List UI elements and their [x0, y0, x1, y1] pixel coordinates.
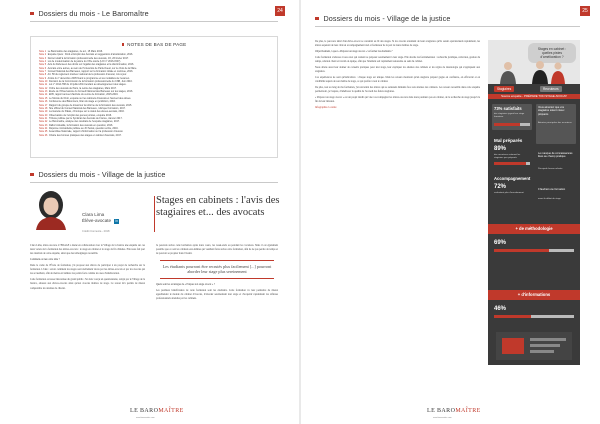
footnote-text: Enquête Ipsos : Droit et Emploi des Avocats et suggestions d'amélioration, 2016. [47, 53, 134, 57]
paragraph: Nous allons aussi leur donner de conseils pratiques pour leur stage, leur expliquer les attentes des cabinets et les règles de déontologie qui s'appliquent aux stagiaires. [315, 65, 480, 73]
logo-prefix: LE BARO [130, 408, 159, 414]
footnote-number: Note 4 [39, 60, 47, 64]
author-name [82, 212, 119, 224]
footnote-text: Arrêté du 7 décembre 2005 fixant le programme et les modalités de l'examen. [47, 76, 130, 80]
footnote-text: Avis du Défenseur des droits sur l'égalité des stagiaires et la discrimination, 2016. [47, 63, 134, 67]
interview-question: Objectivement, à quoi « Prépare ton stage avocat » va former les étudiants ? [315, 50, 393, 53]
recruiter-caption: Principale lacune relevée [538, 168, 563, 170]
author-name-line: Clara Lima [82, 212, 105, 217]
footnotes-list [39, 50, 269, 137]
section-rule [315, 26, 580, 27]
footnote-text: Tribune publiée par le Syndicat des Avocats de France, Janvier 2017. [49, 116, 123, 120]
band-methodologie: + de méthodologie [488, 224, 580, 234]
author-photo-caption: Crédit iConnecta - 2018 [82, 230, 110, 233]
logo-accent: MAÎTRE [158, 408, 184, 414]
hands-illustration-icon [496, 332, 572, 360]
interview-question: Comment est née cette idée ? [30, 258, 60, 262]
footnote-text: Étude de l'Observatoire du Conseil National des Barreaux sur les stages, 2016. [49, 90, 133, 94]
section-title [30, 9, 149, 18]
paragraph: Cette formation s'adresse à tous ceux qui veulent se préparer sereinement à leur stage. Elle aborde les fondamentaux : recherche juridique, rédaction, gestion du temps, relation client et travail en équipe, afin que l'étudiant soit rapidement autonome au sein du cabinet. [315, 55, 480, 63]
footer-logo [130, 408, 184, 414]
progress-bar-methodologie [494, 249, 574, 252]
people-illustration-icon [488, 60, 580, 84]
article-column-2 [156, 244, 278, 399]
recruiter-heading: Il faudrait une formation [538, 188, 566, 191]
recruiter-caption: Attentes principales des recruteurs [538, 122, 572, 124]
footnotes-heading [39, 42, 269, 47]
square-bullet-icon [122, 43, 125, 46]
footnote-number: Note 21 [39, 116, 48, 120]
page-number: 24 [275, 6, 285, 16]
recruiter-heading: Vous aimeriez que vos stagiaires soient mieux préparés [538, 106, 565, 116]
infographic-header [488, 40, 580, 84]
footnote-item [39, 134, 269, 137]
paragraph: De plus, le parcours idéal d'un élève-avocat se construit au fil des stages. Si les avocats attendent de leurs stagiaires qu'ils soient opérationnels rapidement, les élèves espèrent de leur côté un accompagnement réel et formateur de la part de leurs maîtres de stage. [315, 40, 480, 48]
stat-caption: des recruteurs estiment les stagiaires peu préparés [494, 154, 521, 159]
footnote-number: Note 26 [39, 133, 48, 137]
right-page [301, 0, 600, 424]
stat-heading: Mal préparés [494, 138, 523, 143]
footnote-text: La Gazette du Palais, chronique sur le statut des élèves-avocats, 2016. [49, 110, 125, 114]
section-title [315, 14, 450, 23]
footnote-number: Note 11 [39, 83, 48, 87]
footnote-text: Rapport du groupe de travail sur la réforme de la formation des avocats, 2015. [49, 103, 132, 107]
progress-fill [494, 315, 531, 318]
footnote-text: Dalloz Actualité, la formation des avocats en question, 2016. [49, 123, 113, 127]
footnote-number: Note 3 [39, 56, 47, 60]
footnote-number: Note 24 [39, 126, 48, 130]
footnote-text: Site officiel du Conseil National des Barreaux, rubrique Formation, 2017. [49, 106, 126, 110]
footnote-number: Note 17 [39, 103, 48, 107]
progress-fill [494, 249, 549, 252]
footnote-text: Avocats entre autres, au sein de l'Université de Paris-Ouest, sur le choix de la filière. [47, 66, 138, 70]
footnote-text: Conseil National des Barreaux, rapport sur la formation initiale et continue, 2016. [47, 70, 134, 74]
footnote-number: Note 12 [39, 86, 48, 90]
recruiter-heading: Le manque de connaissances liées au champ pratique [538, 152, 573, 159]
bubble-line: d'amélioration ? [540, 55, 564, 60]
label-recruteurs: Recruteurs [540, 86, 562, 92]
section-title-accent: Le Baromaître [101, 9, 149, 18]
footnote-number: Note 14 [39, 93, 48, 97]
footnote-text: Réponse ministérielle publiée au JO Sénat, question écrite, 2016. [49, 126, 119, 130]
footnote-number: Note 2 [39, 53, 47, 57]
footnote-text: Loi de modernisation de la justice du XXIe siècle (LOI n° 2016-1547). [47, 60, 121, 64]
footnote-number: Note 7 [39, 70, 47, 74]
footnote-number: Note 19 [39, 110, 48, 114]
square-bullet-icon [315, 17, 319, 21]
footnotes-box [30, 36, 278, 158]
source-band: Source enquête - PRÉPARE TON STAGE AVOCAT [488, 94, 580, 99]
label-stagiaires: Stagiaires [494, 86, 514, 92]
progress-bar-mal-prepares [494, 162, 530, 165]
footnote-text: Conférence des Bâtonniers, bilan du stage en juridiction, 2016. [49, 100, 116, 104]
section-rule [30, 182, 278, 183]
author-photo [28, 188, 74, 230]
footnote-text: Le Monde du Droit, enquête sur les cabinets d'avocats et l'accueil des élèves. [49, 96, 132, 100]
logo-prefix: LE BARO [427, 408, 456, 414]
infographic [488, 40, 580, 365]
footnote-number: Note 13 [39, 90, 48, 94]
section-title-prefix: Dossiers du mois - [38, 9, 102, 18]
section-title-accent: Village de la justice [386, 14, 451, 23]
footer-url: www.baromaitre.com [136, 417, 155, 419]
section-rule [30, 21, 278, 22]
footnote-number: Note 1 [39, 50, 47, 53]
paragraph: Ces expériences ne sont qu'indicatives : chaque stage est unique. Mais les retours montrent qu'un stagiaire préparé gagne en confiance, en efficacité et en crédibilité auprès de son maître de stage, ce qui profite à tout le cabinet. [315, 75, 480, 83]
footnote-text: Le Baromaître, analyse des résultats de l'enquête stagiaires, 2017. [49, 120, 120, 124]
page-number: 25 [580, 6, 590, 16]
footnote-number: Note 16 [39, 100, 48, 104]
bubble-line: quelles pistes [542, 51, 562, 56]
paragraph: « Prépare ton stage avocat » est un projet inédit qui vise à accompagner les élèves-avocats dans leurs premiers pas en cabinet, de la recherche de stage jusqu'à la fin de leur mission. [315, 95, 480, 103]
author-portrait-icon [28, 188, 74, 230]
footnote-text: Décision de la Commission de la formation professionnelle du CNB, Juin 2016. [49, 80, 133, 84]
article-column-1 [30, 244, 145, 399]
footnote-number: Note 25 [39, 130, 48, 134]
section-title-accent: Village de la justice [101, 170, 166, 179]
pull-quote: Les étudiants pourront être recrutés plus facilement [...] pourront aborder leur stage plus sereinement [160, 260, 274, 280]
footnote-text: EFB, rapport annuel d'activité du centre de formation, 2015-2016. [49, 93, 119, 97]
paragraph: Les premiers bénéficiaires de cette formation sont les étudiants. Cette formation va leur permettre de mieux appréhender le monde du cabinet d'avocats, d'aborder sereinement leur stage et d'acquérir rapidement les réflexes professionnels attendus par les cabinets. [156, 289, 278, 301]
paragraph: De plus, tout au long de ma formation, j'ai rencontré des élèves qui se sentaient démunis face aux attentes des cabinets. Les retours recueillis dans cette enquête permettront, je l'espère, d'améliorer la qualité de l'accueil des futurs stagiaires. [315, 85, 480, 93]
stat-informations: 46% [494, 306, 507, 312]
title-accent-line [154, 196, 155, 232]
left-page [0, 0, 299, 424]
paragraph: Clara Lima, élève-avocate à l'EDAGE a mené en collaboration avec le Village de la Justice une enquête sur ces deux volets de la formation des élèves-avocats : le stage en cabinet et le stage de fin d'études. Elle nous fait part des résultats de cette enquête, ainsi que des témoignages recueillis. [30, 244, 145, 256]
footnote-text: Art. 58 du règlement intérieur national de la profession d'avocat, mis à jour. [47, 73, 127, 77]
footnote-number: Note 23 [39, 123, 48, 127]
footnote-text: Assemblée Nationale, rapport d'information sur la profession d'avocat. [48, 130, 124, 134]
stat-mal-prepares: 89% [494, 146, 507, 152]
paragraph: Cette formation est assez méconnue du grand public. J'ai donc conçu un questionnaire, relayé par le Village de la Justice, adressé aux élèves-avocats ainsi qu'aux avocats maîtres de stage. Ce retour m'a permis de mieux comprendre les attentes de chacun. [30, 278, 145, 290]
paragraph: Je pourrais suivre cette formation après leurs cours, les week-ends ou pendant les vacances. Mais il est également possible que ce soit les cabinets eux-mêmes qui veuillent faire suivre cette formation, afin de ne pas perdre de temps et de pouvoir se projeter dans l'avenir. [156, 244, 278, 256]
stat-caption: des stagiaires jugent leur stage formateur [494, 113, 525, 118]
footnote-text: Décret relatif à la formation professionnelle des avocats, JO, 26 février 2017. [47, 56, 129, 60]
footnote-number: Note 18 [39, 106, 48, 110]
linkedin-icon[interactable]: in [115, 219, 118, 223]
section-title-2 [30, 170, 165, 179]
stat-satisfaits: 73% satisfaits [494, 106, 522, 111]
interview-question: Quels sont les avantages de « Prépare ton stage avocat » ? [156, 283, 216, 287]
section-title-prefix: Dossiers du mois - [38, 170, 102, 179]
recruiter-caption: avant le début du stage [538, 198, 561, 200]
logo-accent: MAÎTRE [455, 408, 481, 414]
footnote-number: Note 6 [39, 66, 47, 70]
bubble-line: Stages en cabinet : [537, 47, 567, 51]
footnote-number: Note 8 [39, 73, 47, 77]
progress-fill [494, 123, 520, 126]
section-title-prefix: Dossiers du mois - [323, 14, 387, 23]
footer-logo [427, 408, 481, 414]
article-column [315, 40, 480, 380]
footnote-number: Note 15 [39, 96, 48, 100]
footnote-text: Charte des bonnes pratiques des stages en cabinet d'avocats, 2017. [49, 133, 122, 137]
footnotes-heading-text: NOTES DE BAS DE PAGE [127, 42, 187, 47]
author-role: Élève-avocate [82, 218, 112, 223]
infographic-link[interactable]: Infographie ci-contre [315, 105, 337, 109]
footnote-number: Note 5 [39, 63, 47, 67]
footnote-text: Observatoire de l'emploi des jeunes juristes, enquête 2016. [49, 113, 112, 117]
stat-accompagnement: 72% [494, 184, 507, 190]
footer-url: www.baromaitre.com [433, 417, 452, 419]
footnote-number: Note 22 [39, 120, 48, 124]
stat-heading: Accompagnement [494, 176, 531, 181]
footnote-number: Note 9 [39, 76, 47, 80]
band-informations: + d'informations [488, 290, 580, 300]
stat-methodologie: 69% [494, 240, 507, 246]
progress-bar-informations [494, 315, 574, 318]
footnote-text: Loi n° 2014-788 du 10 juillet 2014 tendant au développement des stages. [48, 83, 127, 87]
paragraph: Dans le cadre de l'École de formation, j'ai proposé aux élèves de participer à un projet de recherche sur la formation. L'idée : savoir comment les stages sont réellement vécus par les élèves-avocats et par les avocats qui les accueillent, afin de mettre en lumière les points forts comme les axes d'amélioration. [30, 264, 145, 276]
progress-bar-satisfaits [494, 123, 530, 126]
footnote-number: Note 10 [39, 80, 48, 84]
square-bullet-icon [30, 173, 34, 177]
footnote-number: Note 20 [39, 113, 48, 117]
article-title: Stages en cabinets : l'avis des stagiaires et... des avocats [156, 195, 280, 218]
square-bullet-icon [30, 12, 34, 16]
footnote-text: Ordre des avocats de Paris, la Lettre des stagiaires, Mars 2017. [49, 86, 117, 90]
stat-caption: souhaitent plus d'encadrement [494, 192, 524, 194]
footnote-text: Le Baromaître des stagiaires, 2e éd., 15 Mars 2016. [47, 50, 103, 53]
progress-fill [494, 162, 526, 165]
